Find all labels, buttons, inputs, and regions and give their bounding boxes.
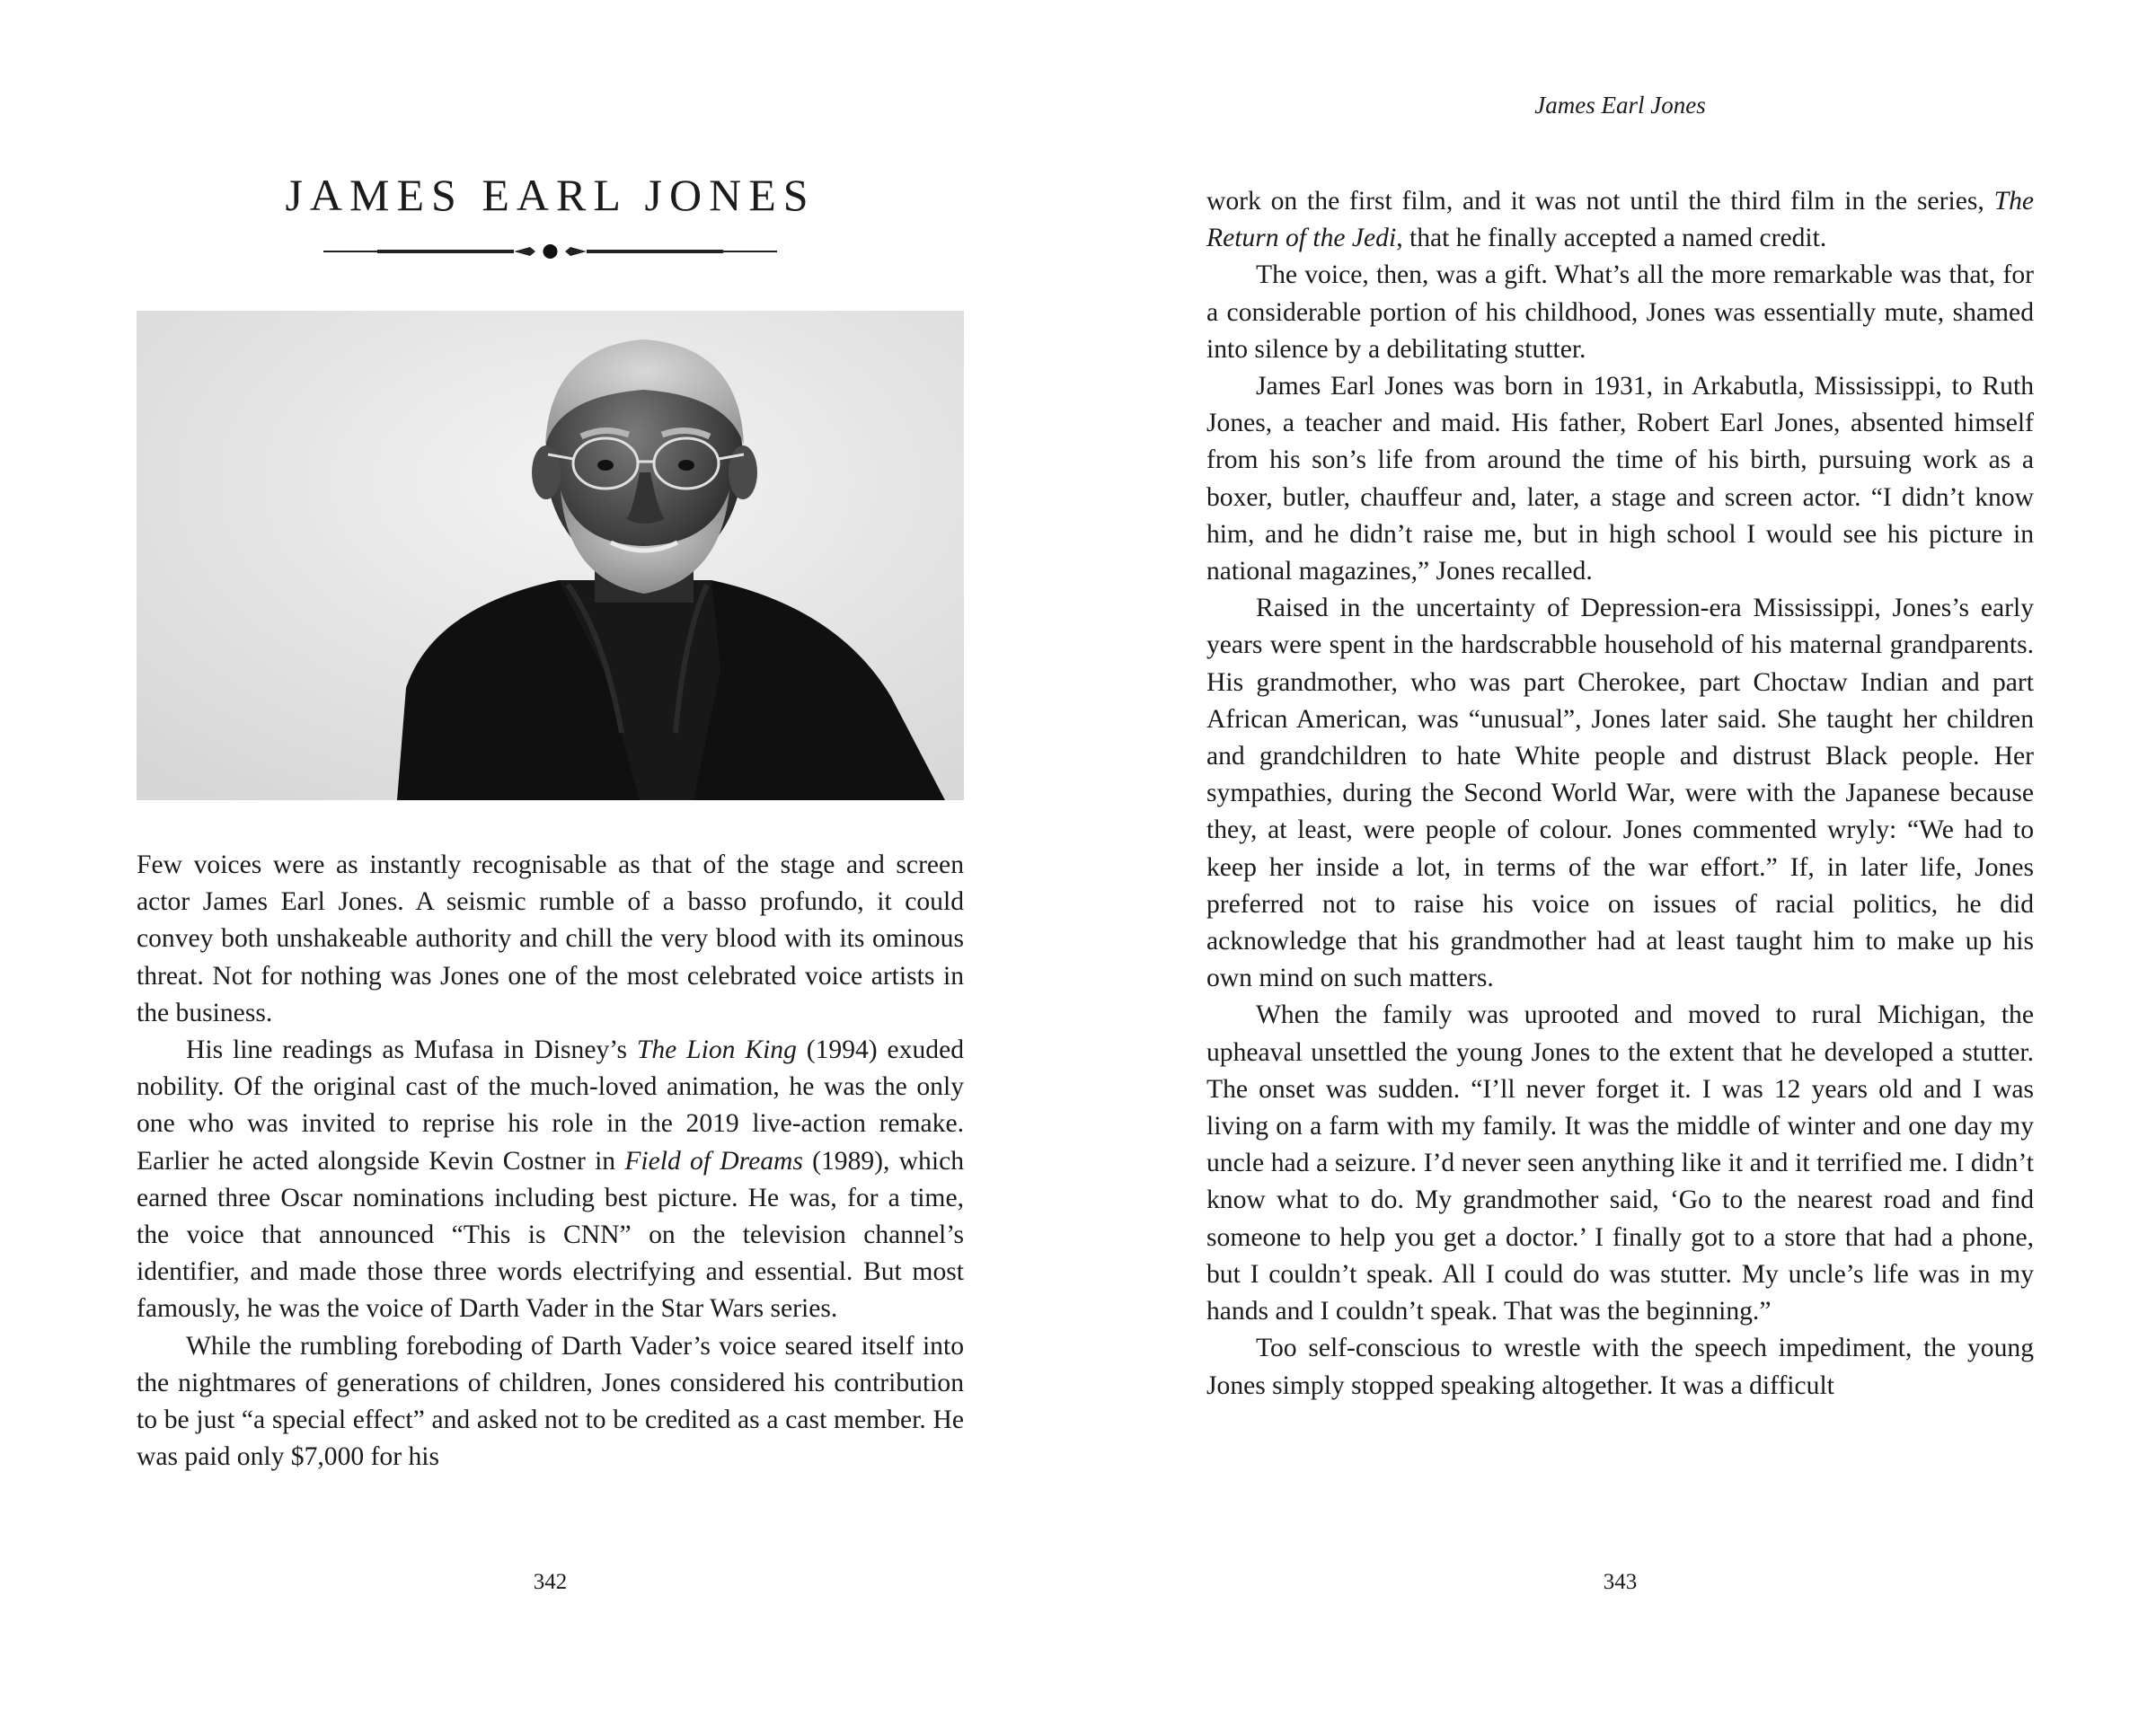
paragraph: When the family was uprooted and moved to rural Michigan, the upheaval unsettled the young Jones to the extent that he developed a stutter. The onset was sudden. “I’ll never forget it. I was 12 years old and I was living on a farm with my family. It was the middle of winter and one day my uncle had a seizure. I’d never seen anything like it and it terrified me. I didn’t know what to do. My grandmother said, ‘Go to the nearest road and find someone to help you get a doctor.’ I finally got to a store that had a phone, but I couldn’t speak. All I could do was stutter. My uncle’s life was in my hands and I couldn’t speak. That was the beginning.” [1206,1000,2034,1326]
left-body-text [137,847,964,1476]
paragraph: While the rumbling foreboding of Darth Vader’s voice seared itself into the nightmares of generations of children, Jones considered his contribution to be just “a special effect” and asked not to be credited as a cast member. He was paid only $7,000 for his [137,1331,964,1472]
paragraph: work on the first film, and it was not until the third film in the series, The Return of the Jedi, that he finally accepted a named credit. [1206,187,2034,253]
paragraph: Too self-conscious to wrestle with the speech impediment, the young Jones simply stopped speaking altogether. It was a difficult [1206,1334,2034,1400]
title-ornament [323,241,777,262]
portrait-photo [137,311,964,800]
paragraph: His line readings as Mufasa in Disney’s The Lion King (1994) exuded nobility. Of the original cast of the much-loved animation, he was the only one who was invited to reprise his role in the 2019 live-action remake. Earlier he acted alongside Kevin Costner in Field of Dreams (1989), which earned three Oscar nominations including best picture. He was, for a time, the voice that announced “This is CNN” on the television channel’s identifier, and made those three words electrifying and essential. But most famously, he was the voice of Darth Vader in the Star Wars series. [137,1035,965,1324]
running-head: James Earl Jones [1534,92,1706,119]
chapter-title: JAMES EARL JONES [285,170,816,220]
right-page [1078,0,2156,1727]
paragraph: The voice, then, was a gift. What’s all the more remarkable was that, for a considerable portion of his childhood, Jones was essentially mute, shamed into silence by a debilitating stutter. [1206,260,2034,364]
paragraph: Few voices were as instantly recognisable as that of the stage and screen actor James Earl Jones. A seismic rumble of a basso profundo, it could convey both unshakeable authority and chill the very blood with its ominous threat. Not for nothing was Jones one of the most celebrated voice artists in the business. [137,850,964,1027]
paragraph: James Earl Jones was born in 1931, in Arkabutla, Mississippi, to Ruth Jones, a teacher and maid. His father, Robert Earl Jones, absented himself from his son’s life from around the time of his birth, pursuing work as a boxer, butler, chauffeur and, later, a stage and screen actor. “I didn’t know him, and he didn’t raise me, but in high school I would see his picture in national magazines,” Jones recalled. [1206,372,2034,586]
page-number: 343 [1603,1570,1638,1594]
right-body-text [1206,183,2034,1405]
page-number: 342 [533,1570,568,1594]
paragraph: Raised in the uncertainty of Depression-era Mississippi, Jones’s early years were spent in the hardscrabble household of his maternal grandparents. His grandmother, who was part Cherokee, part Choctaw Indian and part African American, was “unusual”, Jones later said. She taught her children and grandchildren to hate White people and distrust Black people. Her sympathies, during the Second World War, were with the Japanese because they, at least, were people of colour. Jones commented wryly: “We had to keep her inside a lot, in terms of the war effort.” If, in later life, Jones preferred not to raise his voice on issues of racial politics, he did acknowledge that his grandmother had at least taught him to make up his own mind on such matters. [1206,594,2034,993]
